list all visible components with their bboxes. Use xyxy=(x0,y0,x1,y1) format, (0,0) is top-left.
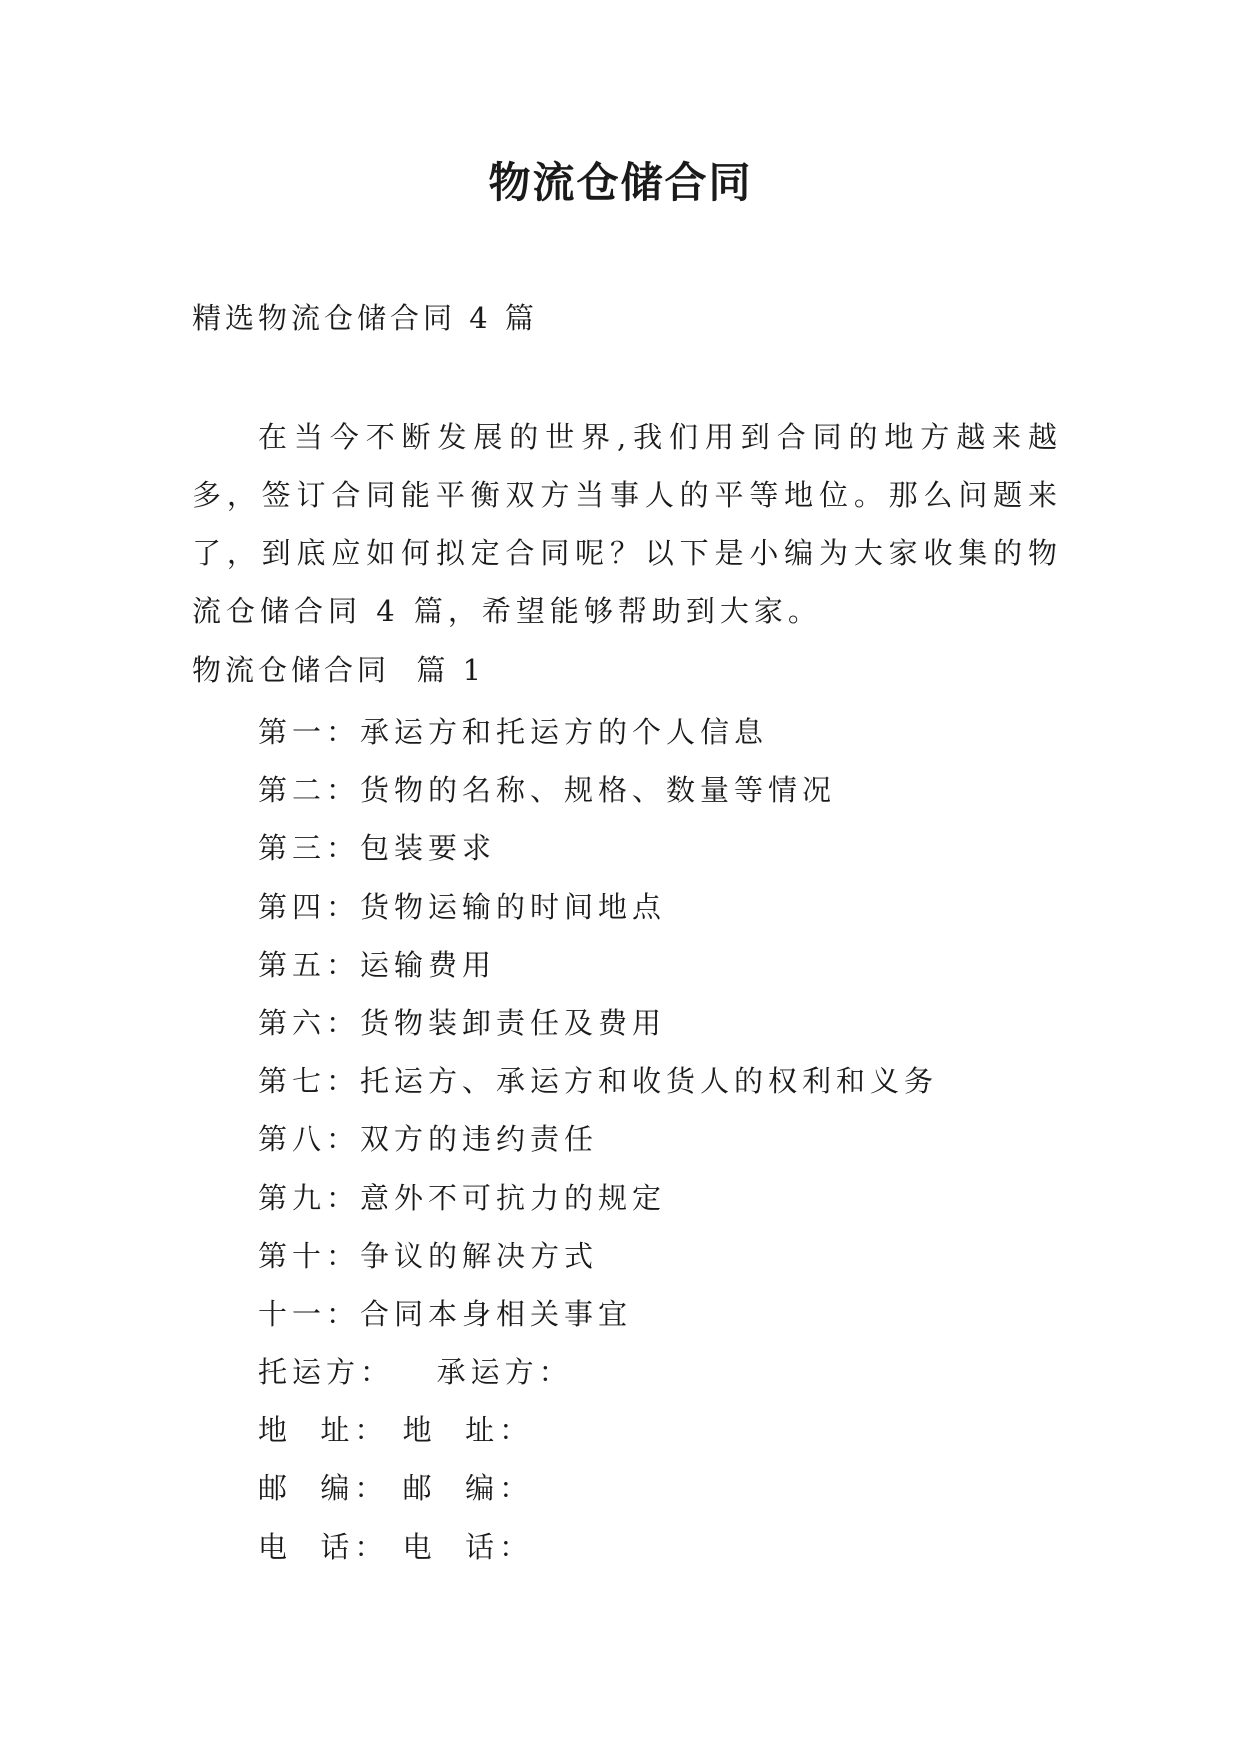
contract-item: 第十：争议的解决方式 xyxy=(258,1238,599,1273)
contract-item: 第七：托运方、承运方和收货人的权利和义务 xyxy=(258,1064,939,1099)
contract-item: 第三：包装要求 xyxy=(258,831,497,866)
address-line: 地 址： 地 址： xyxy=(258,1413,534,1448)
contract-item: 第八：双方的违约责任 xyxy=(258,1122,599,1157)
contract-item: 十一：合同本身相关事宜 xyxy=(258,1296,633,1331)
contract-item: 第五：运输费用 xyxy=(258,947,497,982)
party-header-line: 托运方： 承运方： xyxy=(258,1355,573,1390)
section-heading: 物流仓储合同 篇 1 xyxy=(192,653,486,687)
document-title: 物流仓储合同 xyxy=(488,158,753,207)
contract-item: 第六：货物装卸责任及费用 xyxy=(258,1005,667,1040)
phone-line: 电 话： 电 话： xyxy=(258,1529,534,1564)
intro-paragraph: 在当今不断发展的世界,我们用到合同的地方越来越多，签订合同能平衡双方当事人的平等地位。那么问题来了，到底应如何拟定合同呢？以下是小编为大家收集的物流仓储合同 4 篇，希望能够帮助到大家。 xyxy=(192,420,1062,628)
postcode-line: 邮 编： 邮 编： xyxy=(258,1471,534,1506)
contract-item: 第二：货物的名称、规格、数量等情况 xyxy=(258,773,837,808)
contract-items-list xyxy=(258,703,938,1576)
contract-item: 第四：货物运输的时间地点 xyxy=(258,889,667,924)
contract-item: 第九：意外不可抗力的规定 xyxy=(258,1180,667,1215)
document-subtitle: 精选物流仓储合同 4 篇 xyxy=(192,301,538,335)
contract-item: 第一：承运方和托运方的个人信息 xyxy=(258,715,769,749)
